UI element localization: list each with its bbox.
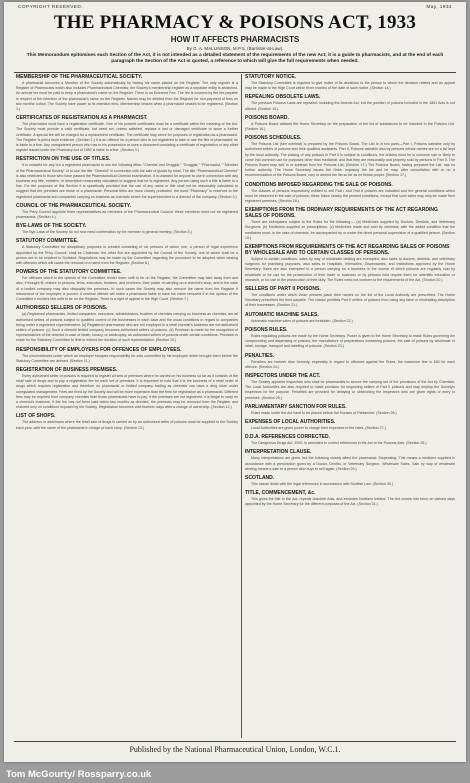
act-section (245, 475, 455, 487)
left-column (16, 74, 238, 739)
column-divider (241, 74, 242, 738)
section-heading: MEMBERSHIP OF THE PHARMACEUTICAL SOCIETY. (16, 74, 143, 80)
act-section (245, 327, 455, 350)
act-section (16, 269, 238, 302)
section-heading: EXEMPTIONS FROM THE ORDINARY REQUIREMENTS OF THE ACT REGARDING SALES OF POISONS. (245, 207, 438, 220)
document-title: THE PHARMACY & POISONS ACT, 1933 (53, 12, 417, 33)
act-section (245, 207, 455, 241)
section-body: The Society appoints Inspectors who shall be pharmacists to secure the carrying out of the provisions of the Act by Chemists. The Local Authorities are also required to make provision for inspecting sellers of Part II poisons and may employ the Society's Inspectors for the purpose. Penalties are provided for delaying or obstructing the Inspectors who are given rights of entry to premises. (Section 25.) (245, 379, 455, 400)
issue-date: May, 1934 (426, 5, 452, 10)
act-section (245, 404, 455, 416)
section-body: Rules regulating poisons are made by the Home Secretary. Power is given to the Home Secretary to make Rules governing the compounding and dispensing of poisons, the manufacture of preparations containing poisons, the sale of poisons by wholesale or retail, storage, transport and labelling of poisons. (Section 23.) (245, 333, 455, 349)
section-heading: SCOTLAND. (245, 474, 275, 481)
section-body: The pharmacist must have a registration certificate. One of his present certificates must be a certificate within the meaning of the Act. The Society must provide a valid certificate, but need not, unless satisfied, replace a lost or damaged certificate or issue a further certificate. A special fee will be charged for a replacement certificate. The certificate may serve for purposes of registration as a pharmacist. The Register is prima facie evidence. (Section 2.) It is an offence for a person who is not registered to take or use the title of pharmacist; he is liable to a fine. Any unregistered person who has in his possession or uses a document consisting a certificate of registration or any other register issued under the Pharmacy Act of 1852 is liable to a fine. (Section 3.) (16, 122, 238, 153)
act-section (245, 353, 455, 370)
section-body: Rules made under the Act have to be placed before the Houses of Parliament. (Section 26.) (251, 410, 397, 415)
section-body: The circumstances under which an employer escapes responsibility for acts committed by his employee which brought them before the Statutory Committee are defined. (Section 11.) (16, 353, 238, 363)
act-section (245, 419, 455, 431)
section-heading: AUTOMATIC MACHINE SALES. (245, 311, 319, 318)
section-body: The conditions under which those persons place their names on the list of the Local Authority are prescribed. The Home Secretary prescribes the fees payable. The clause prohibits Part II sellers of poisons from using any false or misleading description of their businesses. (Section 21.) (245, 293, 455, 308)
section-heading: PARLIAMENTARY SANCTION FOR RULES. (245, 403, 347, 410)
header-rule (14, 72, 456, 73)
section-body: Automatic machine sales of poisons are forbidden. (Section 22.) (251, 318, 353, 323)
act-section (16, 115, 238, 153)
section-body: Subject to certain conditions, sales by way of wholesale dealing are exempted, also sales to doctors, dentists, and veterinary surgeons for practising purposes, also sales to Hospitals, Infirmaries, Dispensaries, and Institutions approved by the Home Secretary. Sales are also exempted to a person carrying on a business in the course of which poisons are regularly sold by wholesale or for use for the prosecution of their trade or business or by persons who require them for scientific education or research, or for use in the prosecution of their duty. The Rules need not conform to the requirements of the Act. (Section 20.) (245, 257, 455, 282)
section-heading: POISONS BOARD. (245, 114, 289, 121)
section-heading: AUTHORISED SELLERS OF POISONS. (16, 305, 108, 312)
act-section (16, 305, 238, 343)
section-heading: SELLERS OF PART II POISONS. (245, 286, 321, 293)
section-heading: INTERPRETATION CLAUSE. (245, 449, 312, 456)
section-heading: RESTRICTION ON THE USE OF TITLES. (16, 156, 111, 163)
section-body: Local Authorities are given power to charge their expenses to the rates. (Section 27.) (251, 425, 386, 430)
act-section (16, 156, 238, 199)
act-section (245, 182, 455, 205)
section-heading: EXPENSES OF LOCAL AUTHORITIES. (245, 418, 336, 425)
top-line (18, 5, 452, 10)
act-section (245, 135, 455, 178)
act-section (245, 434, 455, 446)
section-heading: POISONS SCHEDULES. (245, 135, 302, 142)
document-subtitle: HOW IT AFFECTS PHARMACISTS (170, 35, 300, 44)
photo-credit: Tom McGourty/ Rossparry.co.uk (6, 769, 152, 780)
section-body: The previous Poisons Laws are repealed, including the Arsenic Act, but the position of poisons included in the 1851 Acts is not altered. (Section 15.) (245, 101, 455, 111)
right-column (245, 74, 455, 739)
act-section (245, 74, 455, 91)
section-heading: PENALTIES. (245, 352, 275, 359)
section-body: Many interpretations are given, but the following closely affect the pharmacist: Dispensing. This means a medicine supplied in accordance with a prescription given by a Doctor, Dentist, or Veterinary Surgeon. Wholesale Sales. Sale by way of wholesale dealing means a sale to a person who buys to sell again. (Section 29.) (245, 456, 455, 471)
section-heading: D.D.A. REFERENCES CORRECTED. (245, 434, 331, 441)
section-body: This gives the title to the Act, repeals obsolete Acts, and excludes Northern Ireland. The Act comes into force on various days appointed by the Home Secretary for the different purposes of the Act. (Section 31.) (245, 497, 455, 507)
act-section (245, 373, 455, 401)
section-heading: RESPONSIBILITY OF EMPLOYERS FOR OFFENCES OF EMPLOYEES. (16, 346, 182, 353)
section-heading: STATUTORY COMMITTEE. (16, 238, 79, 245)
section-heading: EXEMPTIONS FROM REQUIREMENTS OF THE ACT REGARDING SALES OF POISONS BY WHOLESALE AND TO CERTAIN CLASSES OF PERSONS. (245, 244, 450, 257)
publisher-footer: Published by the National Pharmaceutical Union, London, W.C.1. (129, 745, 341, 754)
act-section (245, 312, 455, 324)
section-heading: LIST OF SHOPS. (16, 413, 56, 420)
copyright-notice: COPYRIGHT RESERVED. (18, 5, 83, 10)
section-heading: COUNCIL OF THE PHARMACEUTICAL SOCIETY. (16, 202, 132, 209)
act-section (245, 286, 455, 309)
section-heading: POWERS OF THE STATUTORY COMMITTEE. (16, 269, 122, 276)
section-body: A Statutory Committee for disciplinary purposes is created consisting of six persons of whom one, a person of legal experience appointed by the Privy Council, shall be Chairman, the other five are appointed by the Council of the Society, one of whom shall be a person not to be resident in Scotland. Regulations may be made by the Committee regarding the procedure to be adopted when dealing with offences which will cause the removal of a name from the Register. (Section 6.) (16, 245, 238, 266)
act-section (245, 244, 455, 283)
section-body: A pharmacist becomes a Member of the Society automatically by having his name placed on the Register. The only register is a Register of Pharmacists which also includes Pharmaceutical Chemists; the Society's membership register as a separate entity is abolished. An annual fee must be paid to keep a pharmacist's name on the Register. There is no Entrance Fee. The fee is covered by the fee payable in respect of the retention of the pharmacist's name on the Register. Names may be deleted from the Register for non-payment of fees on two months' notice. The Society have power to fix retention fees. Membership ceases when a pharmacist ceases to be registered. (Section 1.) (16, 81, 238, 112)
act-section (16, 238, 238, 266)
section-body: Penalties are heavier than formerly, especially in regard to offences against the Rules, the maximum fine is £50 for each offence. (Section 24.) (245, 359, 455, 369)
section-body: The Dangerous Drugs Act, 1920, is amended to correct references in the Act to the Poisons Acts. (Section 28.) (251, 441, 427, 446)
section-body: A Poisons Board advises the Home Secretary on the preparation of the list of substances to be included in the Poisons List. (Section 16.) (245, 121, 455, 132)
section-heading: CONDITIONS IMPOSED REGARDING THE SALE OF POISONS. (245, 181, 393, 188)
author-byline: By G. A. MALLINSON, M.P.S. (Barrister-at-Law). (186, 46, 284, 51)
act-section (245, 449, 455, 472)
act-section (16, 74, 238, 112)
section-body: (a) Registered pharmacists, limited companies, executors, administrators, trustees of chemists carrying on business as chemists, are all authorised sellers of poisons subject to qualified control of the businesses in each case and the usual conditions in regard to companies being under a registered superintendent. (b) Registered pharmacists who are not employed in a retail chemist's business are not authorised sellers of poisons. (c) Such a chemist limited company becomes authorised sellers of poisons. (d) Provision is made for the recognition of representatives of the chemist in case of death, lunacy, or bankruptcy, as authorised sellers of poisons under certain conditions. Provision is made for the Statutory Committee to limit or extend the duration of such representation. (Section 10.) (16, 312, 238, 343)
act-section (16, 223, 238, 235)
intro-paragraph: This Memorandum epitomises each Section of the Act, it is not intended as a detailed statement of the requirements of the new Act; it is a guide to pharmacists, and at the end of each paragraph the Section of the Act is quoted, a reference to which will give the full requirements when needed. (26, 53, 444, 64)
section-heading: POISONS RULES. (245, 326, 288, 333)
section-heading: REPEALING OBSOLETE LAWS. (245, 94, 321, 101)
footer-rule (14, 741, 456, 742)
section-heading: REGISTRATION OF BUSINESS PREMISES. (16, 366, 118, 373)
act-section (245, 490, 455, 507)
act-section (16, 413, 238, 430)
section-body: The Privy Council appoints three representatives as members of the Pharmaceutical Council; these members need not be registered pharmacists. (Section 4.) (16, 209, 238, 220)
section-body: The classes of persons respectively entitled to sell Part I and Part II poisons are indicated and the general conditions which must be observed in the sale of poisons; these follow closely the present conditions, except that such sales may only be made from registered premises. (Section 18.) (245, 188, 455, 204)
section-heading: STATUTORY NOTICE. (245, 74, 297, 80)
section-body: This clause deals with the legal references in accordance with Scottish Law. (Section 30.) (251, 481, 394, 486)
section-body: There are exemptions subject to the Rules for the following:— (a) Medicines supplied by Doctors, Dentists, and Veterinary Surgeons. (b) Medicines supplied on prescriptions. (c) Medicines made and sold by chemists, with the added condition that the medicines must, in the case of chemists, be accompanied by or under the direct personal supervision of a qualified person. (Section 19.) (245, 220, 455, 240)
act-section (16, 347, 238, 364)
act-section (245, 115, 455, 132)
section-heading: BYE-LAWS OF THE SOCIETY. (16, 223, 87, 230)
act-section (16, 367, 238, 410)
section-heading: TITLE, COMMENCEMENT, &c. (245, 490, 316, 497)
document-sheet (4, 2, 466, 762)
section-heading: INSPECTORS UNDER THE ACT. (245, 372, 321, 379)
section-body: The Bye-Laws of the Society do not now need confirmation by the member in general meeting. (Section 5.) (22, 230, 192, 235)
section-body: It is unlawful for any but a registered pharmacist to use the following titles: "Chemist and Druggist," "Druggist," "Pharmacist," "Member of the Pharmaceutical Society" or to use the title "Chemist" in connection with the sale of goods by retail. The title "Pharmaceutical Chemist" is also restricted to those who have passed the Pharmaceutical Chemist examination. It is unlawful for anyone to use in connection with any business any title, emblem, or description reasonably calculated to suggest that he is registered. Any person using such a title is liable to a fine. For the purposes of this Section it is specifically provided that the use of any name or title shall not be reasonably calculated to suggest that the premises are those of a pharmacist. Personal titles are more closely protected; the word "Pharmacy" is reserved to the registered pharmacist and companies carrying on business as chemists where the superintendent is a director of the company. (Section 3.) (16, 163, 238, 199)
section-body: For offences which in the opinion of the Committee render them unfit to be on the Register, the Committee may take away from and also, if thought fit, restore to persons, firms, executors, trustees, and receivers, their power of carrying on a chemist's shop, and in the case of a bodied company may also disqualify the premises. In such cases the Society may also remove the name from the Register if misconduct of the employee is proved. A criminal offence will make a pharmacist liable to have his name removed if in the opinion of the Committee it renders him unfit to be on the Register. There is a right of appeal to the High Court. (Section 7.) (16, 276, 238, 302)
section-heading: CERTIFICATES OF REGISTRATION AS A PHARMACIST. (16, 115, 148, 122)
act-section (245, 94, 455, 111)
section-body: The Statutory Committee is required to give notice of its decisions to the person to whom the decision relates and an appeal may be made to the High Court within three months of the date of such notice. (Section 14.) (245, 81, 455, 91)
section-body: The Poisons List (see overleaf) is prepared by the Poisons Board. The List is in two parts—Part I, Poisons saleable only by authorised sellers of poisons and their qualified assistants. Part II, Poisons saleable also by persons whose names are on a list kept by the local authority. The placing of any poisons in Part II is subject to conditions, the articles must be in common use or likely to come into common use for purposes other than medicinal, and that they are reasonably and properly sold by persons in Part II. The Poisons Board may add to or subtract from the Poisons List. (Section 17.) The Poisons Board, having prepared the List, has no further authority. The Home Secretary issues the Order imposing the list and he may, after consultation with or on a recommendation of the Poisons Board, vary or amend the list so far as he thinks proper. (Section 17.) (245, 142, 455, 178)
act-section (16, 203, 238, 220)
section-body: Every authorised seller of poisons is required to register all sets of premises where he carries on his business so far as it consists of the retail sale of drugs and to pay a registration fee for each set of premises. It is important to note that it is the business of a retail seller of drugs which requires registration and therefore no pharmacist or limited company trading as chemists can have a drug store under unregulated management. Fees are fixed by the Society and will be more expensive than the fees for registration as a pharmacist. Different fees may be required from company chemists than those pharmacists have to pay. If the premises are not registered, it is illegal to carry on a chemist's business. If the fee has not been paid within two months as directed, the premises may be removed from the Register and restored only on conditions imposed by the Society. Registration becomes void fourteen days after a change of ownership. (Section 12.) (16, 373, 238, 410)
section-body: The address or addresses where the retail sale of drugs is carried on by an authorised seller of poisons must be supplied to the Society each year, with the name of the pharmacist in charge of each shop. (Section 13.) (16, 420, 238, 430)
